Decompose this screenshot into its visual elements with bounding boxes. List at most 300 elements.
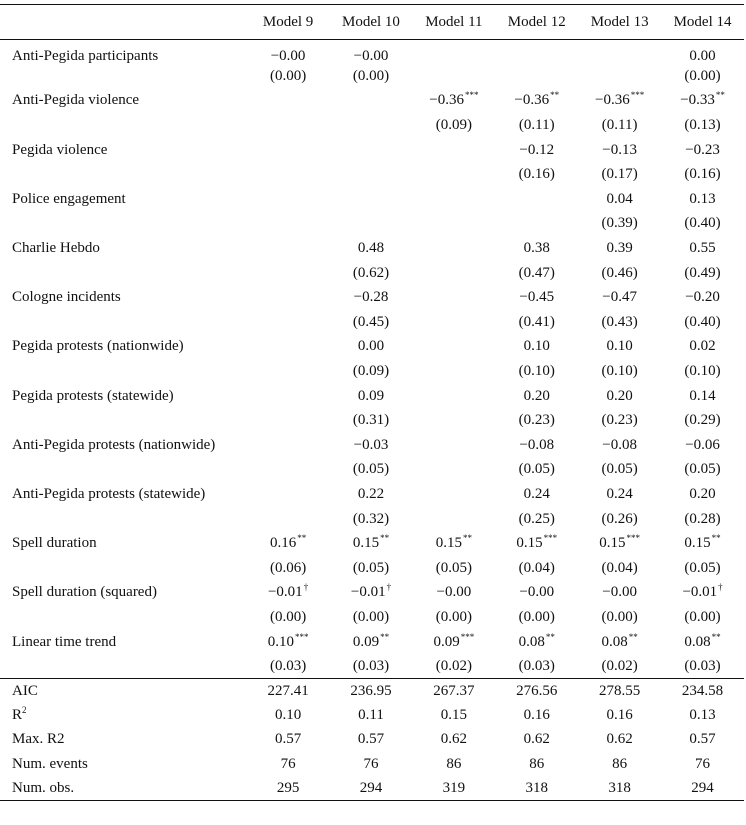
coefficient-cell xyxy=(412,187,495,212)
standard-error-cell xyxy=(495,212,578,237)
standard-error-cell xyxy=(495,64,578,89)
coefficient-cell xyxy=(578,138,661,163)
column-header: Model 13 xyxy=(578,5,661,40)
column-header: Model 14 xyxy=(661,5,744,40)
standard-error-cell: (0.46) xyxy=(601,264,638,281)
coefficient-cell xyxy=(495,433,578,458)
statistic-row xyxy=(0,777,744,801)
coefficient-value: 0.09 xyxy=(433,633,460,650)
coefficient-value: 0.38 xyxy=(523,240,550,257)
coefficient-cell xyxy=(578,187,661,212)
coefficient-cell xyxy=(495,335,578,360)
standard-error-cell: (0.05) xyxy=(352,559,390,576)
column-header: Model 9 xyxy=(247,5,330,40)
statistic-superscript: 2 xyxy=(22,705,27,716)
coefficient-cell xyxy=(330,630,413,655)
statistic-name xyxy=(0,728,247,752)
coefficient-value: 0.08 xyxy=(684,633,711,650)
table-body xyxy=(0,40,744,801)
coefficient-value: 0.15 xyxy=(352,535,380,552)
coefficient-cell xyxy=(578,40,661,65)
standard-error-cell: (0.03) xyxy=(269,657,307,674)
standard-error-cell: (0.02) xyxy=(601,657,638,674)
standard-error-cell: (0.00) xyxy=(352,67,390,84)
coefficient-cell xyxy=(330,581,413,606)
coefficient-cell xyxy=(661,581,744,606)
coefficient-value: 0.15 xyxy=(599,535,626,552)
standard-error-cell: (0.05) xyxy=(435,559,472,576)
standard-error-cell: (0.47) xyxy=(518,264,555,281)
coefficient-value: −0.36 xyxy=(429,92,464,109)
coefficient-row xyxy=(0,285,744,310)
statistic-value: 227.41 xyxy=(247,679,330,703)
standard-error-row xyxy=(0,458,744,483)
coefficient-row xyxy=(0,40,744,65)
statistic-row xyxy=(0,728,744,752)
standard-error-cell xyxy=(412,212,495,237)
standard-error-cell xyxy=(247,113,330,138)
coefficient-value: 0.09 xyxy=(357,387,385,404)
standard-error-cell xyxy=(247,507,330,532)
stub-blank xyxy=(0,654,247,679)
stub-header xyxy=(0,5,247,40)
standard-error-cell: (0.11) xyxy=(518,117,555,134)
coefficient-row xyxy=(0,531,744,556)
coefficient-value: −0.47 xyxy=(602,289,637,306)
coefficient-cell xyxy=(661,138,744,163)
standard-error-cell xyxy=(412,310,495,335)
coefficient-cell xyxy=(495,581,578,606)
standard-error-cell: (0.31) xyxy=(352,412,390,429)
coefficient-value: −0.06 xyxy=(685,436,720,453)
standard-error-cell xyxy=(247,212,330,237)
standard-error-row xyxy=(0,113,744,138)
statistic-value: 318 xyxy=(578,777,661,801)
coefficient-row xyxy=(0,138,744,163)
coefficient-value: −0.28 xyxy=(353,289,389,306)
standard-error-cell: (0.05) xyxy=(684,461,721,478)
coefficient-value: 0.08 xyxy=(601,633,628,650)
standard-error-cell xyxy=(247,359,330,384)
statistic-value: 0.62 xyxy=(440,731,467,748)
statistic-value: 318 xyxy=(495,777,578,801)
column-header: Model 10 xyxy=(330,5,413,40)
coefficient-cell xyxy=(247,40,330,65)
coefficient-cell xyxy=(495,285,578,310)
statistic-label: Num. events xyxy=(12,755,88,772)
stub-blank xyxy=(0,408,247,433)
coefficient-value: 0.15 xyxy=(684,535,711,552)
standard-error-cell: (0.17) xyxy=(601,166,638,183)
standard-error-cell: (0.40) xyxy=(684,313,721,330)
standard-error-cell: (0.05) xyxy=(352,461,390,478)
standard-error-row xyxy=(0,261,744,286)
coefficient-cell xyxy=(412,138,495,163)
significance-stars: ** xyxy=(380,533,390,544)
variable-name: Anti-Pegida participants xyxy=(12,47,159,64)
coefficient-cell xyxy=(247,482,330,507)
coefficient-cell xyxy=(412,581,495,606)
coefficient-cell xyxy=(661,187,744,212)
standard-error-row xyxy=(0,408,744,433)
statistic-value: 294 xyxy=(330,777,413,801)
coefficient-value: 0.02 xyxy=(689,338,716,355)
standard-error-cell: (0.05) xyxy=(601,461,638,478)
coefficient-cell xyxy=(247,187,330,212)
standard-error-cell: (0.11) xyxy=(601,117,638,134)
standard-error-cell: (0.00) xyxy=(601,608,638,625)
statistic-row xyxy=(0,679,744,703)
regression-table xyxy=(0,4,744,801)
statistic-value: 294 xyxy=(661,777,744,801)
standard-error-row xyxy=(0,64,744,89)
significance-stars: *** xyxy=(460,631,475,642)
significance-stars: † xyxy=(303,582,309,593)
standard-error-cell: (0.10) xyxy=(601,363,638,380)
significance-stars: ** xyxy=(462,533,472,544)
statistic-label: AIC xyxy=(12,682,38,699)
coefficient-cell xyxy=(412,236,495,261)
coefficient-row xyxy=(0,433,744,458)
table-header-row xyxy=(0,5,744,40)
coefficient-cell xyxy=(661,630,744,655)
standard-error-cell xyxy=(412,507,495,532)
statistic-value: 276.56 xyxy=(495,679,578,703)
standard-error-cell: (0.16) xyxy=(518,166,555,183)
coefficient-cell xyxy=(247,630,330,655)
coefficient-cell xyxy=(578,482,661,507)
coefficient-cell xyxy=(412,285,495,310)
coefficient-cell xyxy=(661,236,744,261)
variable-name: Anti-Pegida violence xyxy=(12,92,140,109)
coefficient-cell xyxy=(247,581,330,606)
standard-error-cell xyxy=(578,64,661,89)
statistic-label: R xyxy=(12,707,23,724)
standard-error-cell: (0.02) xyxy=(435,657,472,674)
coefficient-value: 0.13 xyxy=(689,190,716,207)
coefficient-cell xyxy=(661,433,744,458)
stub-blank xyxy=(0,556,247,581)
coefficient-cell xyxy=(412,40,495,65)
coefficient-value: 0.24 xyxy=(523,485,550,502)
standard-error-cell: (0.26) xyxy=(601,510,638,527)
coefficient-value: −0.20 xyxy=(685,289,720,306)
statistic-value: 86 xyxy=(446,755,462,772)
statistic-value: 0.57 xyxy=(689,731,716,748)
coefficient-value: −0.00 xyxy=(602,584,637,601)
statistic-value: 0.16 xyxy=(523,707,550,724)
statistic-value: 0.15 xyxy=(440,707,467,724)
coefficient-cell xyxy=(495,138,578,163)
coefficient-cell xyxy=(412,531,495,556)
variable-name: Anti-Pegida protests (statewide) xyxy=(12,485,206,502)
standard-error-cell: (0.62) xyxy=(352,264,390,281)
column-header: Model 11 xyxy=(412,5,495,40)
coefficient-value: 0.08 xyxy=(518,633,545,650)
standard-error-cell: (0.10) xyxy=(518,363,555,380)
coefficient-value: 0.04 xyxy=(606,190,633,207)
stub-blank xyxy=(0,359,247,384)
significance-stars: ** xyxy=(550,90,560,101)
stub-blank xyxy=(0,310,247,335)
coefficient-value: 0.10 xyxy=(606,338,633,355)
coefficient-cell xyxy=(578,236,661,261)
coefficient-row xyxy=(0,384,744,409)
standard-error-cell: (0.32) xyxy=(352,510,390,527)
significance-stars: ** xyxy=(297,533,307,544)
variable-name: Pegida violence xyxy=(12,141,108,158)
significance-stars: *** xyxy=(294,631,309,642)
coefficient-value: 0.24 xyxy=(606,485,633,502)
coefficient-cell xyxy=(247,433,330,458)
coefficient-cell xyxy=(661,335,744,360)
coefficient-cell xyxy=(330,187,413,212)
standard-error-cell: (0.00) xyxy=(352,608,390,625)
statistic-value: 0.62 xyxy=(606,731,633,748)
stub-blank xyxy=(0,162,247,187)
coefficient-cell xyxy=(330,433,413,458)
coefficient-value: 0.09 xyxy=(352,633,380,650)
standard-error-cell: (0.29) xyxy=(684,412,721,429)
coefficient-cell xyxy=(578,384,661,409)
coefficient-cell xyxy=(412,433,495,458)
coefficient-cell xyxy=(578,285,661,310)
standard-error-cell: (0.03) xyxy=(684,657,721,674)
standard-error-cell: (0.00) xyxy=(684,67,721,84)
standard-error-cell: (0.43) xyxy=(601,313,638,330)
standard-error-cell: (0.16) xyxy=(684,166,721,183)
significance-stars: *** xyxy=(543,533,558,544)
statistic-value: 236.95 xyxy=(330,679,413,703)
statistic-name xyxy=(0,703,247,727)
coefficient-value: 0.20 xyxy=(523,387,550,404)
coefficient-value: 0.16 xyxy=(269,535,297,552)
statistic-value: 0.13 xyxy=(689,707,716,724)
statistic-value: 0.57 xyxy=(357,731,385,748)
standard-error-cell: (0.10) xyxy=(684,363,721,380)
standard-error-row xyxy=(0,605,744,630)
coefficient-value: −0.45 xyxy=(519,289,555,306)
standard-error-row xyxy=(0,654,744,679)
statistic-name xyxy=(0,679,247,703)
coefficient-cell xyxy=(661,89,744,114)
coefficient-cell xyxy=(247,89,330,114)
coefficient-cell xyxy=(661,285,744,310)
standard-error-cell: (0.40) xyxy=(684,215,721,232)
coefficient-cell xyxy=(330,335,413,360)
statistic-value: 0.10 xyxy=(274,707,302,724)
significance-stars: ** xyxy=(628,631,638,642)
standard-error-cell xyxy=(330,212,413,237)
standard-error-cell: (0.13) xyxy=(684,117,721,134)
coefficient-value: 0.48 xyxy=(357,240,385,257)
standard-error-cell: (0.39) xyxy=(601,215,638,232)
coefficient-value: −0.12 xyxy=(519,141,555,158)
coefficient-value: −0.23 xyxy=(685,141,720,158)
significance-stars: *** xyxy=(626,533,641,544)
coefficient-cell xyxy=(412,482,495,507)
standard-error-cell: (0.04) xyxy=(518,559,555,576)
statistic-label: Max. R2 xyxy=(12,731,65,748)
coefficient-cell xyxy=(330,40,413,65)
significance-stars: ** xyxy=(711,631,721,642)
statistic-value: 86 xyxy=(529,755,545,772)
coefficient-row xyxy=(0,187,744,212)
coefficient-cell xyxy=(578,89,661,114)
coefficient-row xyxy=(0,581,744,606)
coefficient-cell xyxy=(661,384,744,409)
standard-error-cell: (0.05) xyxy=(684,559,721,576)
statistic-value: 278.55 xyxy=(578,679,661,703)
coefficient-cell xyxy=(330,384,413,409)
coefficient-value: −0.00 xyxy=(436,584,472,601)
coefficient-cell xyxy=(578,335,661,360)
coefficient-cell xyxy=(578,433,661,458)
variable-name: Pegida protests (statewide) xyxy=(12,387,174,404)
coefficient-value: −0.00 xyxy=(353,47,389,64)
standard-error-cell xyxy=(412,458,495,483)
variable-name: Spell duration xyxy=(12,535,97,552)
stub-blank xyxy=(0,113,247,138)
coefficient-cell xyxy=(578,581,661,606)
standard-error-cell: (0.03) xyxy=(518,657,555,674)
standard-error-cell xyxy=(412,359,495,384)
coefficient-value: −0.01 xyxy=(350,584,386,601)
coefficient-cell xyxy=(247,236,330,261)
coefficient-cell xyxy=(330,138,413,163)
significance-stars: *** xyxy=(630,90,645,101)
standard-error-cell: (0.00) xyxy=(269,608,307,625)
standard-error-cell xyxy=(330,113,413,138)
coefficient-value: −0.03 xyxy=(353,436,389,453)
coefficient-row xyxy=(0,482,744,507)
standard-error-cell: (0.03) xyxy=(352,657,390,674)
coefficient-cell xyxy=(661,531,744,556)
coefficient-cell xyxy=(330,89,413,114)
standard-error-cell: (0.00) xyxy=(269,67,307,84)
statistic-value: 234.58 xyxy=(661,679,744,703)
coefficient-value: 0.10 xyxy=(267,633,294,650)
coefficient-cell xyxy=(330,285,413,310)
standard-error-cell: (0.23) xyxy=(518,412,555,429)
coefficient-cell xyxy=(412,335,495,360)
coefficient-cell xyxy=(661,40,744,65)
stub-blank xyxy=(0,458,247,483)
coefficient-cell xyxy=(495,384,578,409)
coefficient-value: 0.15 xyxy=(435,535,462,552)
coefficient-cell xyxy=(330,482,413,507)
significance-stars: ** xyxy=(380,631,390,642)
standard-error-cell xyxy=(412,261,495,286)
coefficient-value: −0.08 xyxy=(519,436,555,453)
standard-error-cell: (0.00) xyxy=(684,608,721,625)
stub-blank xyxy=(0,605,247,630)
coefficient-value: 0.20 xyxy=(689,485,716,502)
standard-error-cell xyxy=(247,408,330,433)
coefficient-value: 0.22 xyxy=(357,485,385,502)
coefficient-value: 0.00 xyxy=(357,338,385,355)
statistic-value: 295 xyxy=(247,777,330,801)
standard-error-cell: (0.09) xyxy=(352,363,390,380)
column-header: Model 12 xyxy=(495,5,578,40)
standard-error-cell: (0.45) xyxy=(352,313,390,330)
standard-error-cell: (0.41) xyxy=(518,313,555,330)
statistic-row xyxy=(0,752,744,776)
standard-error-row xyxy=(0,359,744,384)
coefficient-value: −0.13 xyxy=(602,141,637,158)
statistic-label: Num. obs. xyxy=(12,779,75,796)
coefficient-row xyxy=(0,630,744,655)
coefficient-cell xyxy=(247,138,330,163)
standard-error-cell xyxy=(247,458,330,483)
standard-error-cell: (0.00) xyxy=(518,608,555,625)
coefficient-cell xyxy=(495,187,578,212)
coefficient-row xyxy=(0,89,744,114)
variable-name: Police engagement xyxy=(12,190,126,207)
standard-error-cell: (0.49) xyxy=(684,264,721,281)
standard-error-cell: (0.00) xyxy=(435,608,472,625)
coefficient-row xyxy=(0,335,744,360)
standard-error-row xyxy=(0,212,744,237)
coefficient-value: −0.36 xyxy=(514,92,550,109)
coefficient-value: 0.15 xyxy=(516,535,543,552)
coefficient-value: 0.10 xyxy=(523,338,550,355)
coefficient-value: −0.00 xyxy=(270,47,306,64)
standard-error-cell: (0.23) xyxy=(601,412,638,429)
significance-stars: *** xyxy=(464,90,479,101)
standard-error-cell: (0.04) xyxy=(601,559,638,576)
coefficient-cell xyxy=(495,89,578,114)
coefficient-cell xyxy=(495,482,578,507)
statistic-row xyxy=(0,703,744,727)
coefficient-value: −0.01 xyxy=(267,584,303,601)
coefficient-cell xyxy=(247,531,330,556)
standard-error-row xyxy=(0,162,744,187)
coefficient-cell xyxy=(247,384,330,409)
standard-error-row xyxy=(0,507,744,532)
coefficient-cell xyxy=(495,630,578,655)
coefficient-value: 0.55 xyxy=(689,240,716,257)
coefficient-cell xyxy=(578,531,661,556)
statistic-value: 76 xyxy=(363,755,379,772)
stub-blank xyxy=(0,64,247,89)
standard-error-cell xyxy=(412,408,495,433)
coefficient-cell xyxy=(412,630,495,655)
coefficient-cell xyxy=(247,335,330,360)
statistic-value: 319 xyxy=(412,777,495,801)
variable-name: Spell duration (squared) xyxy=(12,584,157,601)
coefficient-cell xyxy=(412,89,495,114)
variable-name: Cologne incidents xyxy=(12,289,121,306)
statistic-name xyxy=(0,777,247,801)
coefficient-value: −0.33 xyxy=(680,92,715,109)
standard-error-cell xyxy=(412,64,495,89)
standard-error-cell xyxy=(247,261,330,286)
coefficient-value: 0.20 xyxy=(606,387,633,404)
statistic-value: 76 xyxy=(695,755,711,772)
coefficient-value: −0.36 xyxy=(595,92,630,109)
variable-name: Pegida protests (nationwide) xyxy=(12,338,184,355)
coefficient-value: −0.01 xyxy=(682,584,718,601)
coefficient-cell xyxy=(661,482,744,507)
standard-error-cell xyxy=(247,310,330,335)
coefficient-value: 0.00 xyxy=(689,47,716,64)
stub-blank xyxy=(0,212,247,237)
coefficient-cell xyxy=(247,285,330,310)
variable-name: Anti-Pegida protests (nationwide) xyxy=(12,436,216,453)
coefficient-cell xyxy=(330,236,413,261)
stub-blank xyxy=(0,507,247,532)
